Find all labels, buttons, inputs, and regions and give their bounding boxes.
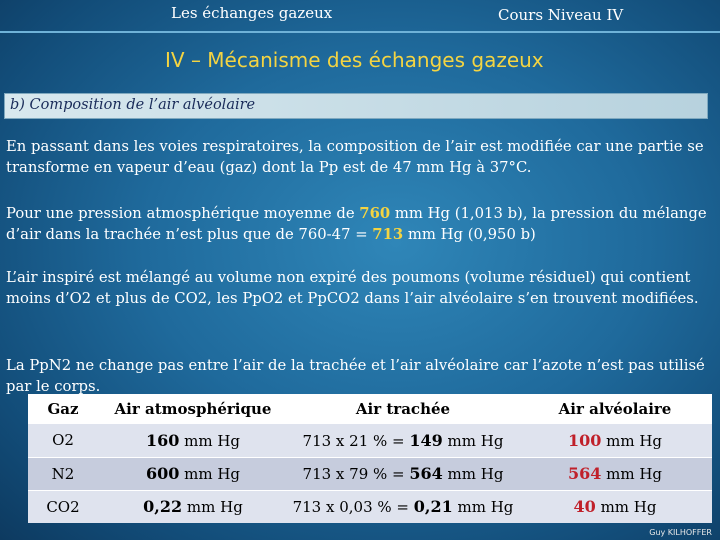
header-divider — [0, 31, 720, 33]
p2-value-713: 713 — [372, 225, 404, 243]
header-atmospheric: Air atmosphérique — [114, 400, 272, 418]
p2-text-e: mm Hg (0,950 b) — [403, 225, 536, 243]
gas-name: CO2 — [46, 497, 80, 516]
paragraph-trachea-pressure — [6, 204, 718, 245]
trachea-formula: 713 x 21 % = — [302, 431, 410, 450]
trachea-cell — [288, 457, 518, 490]
paragraph-residual-volume: L’air inspiré est mélangé au volume non expiré des poumons (volume résiduel) qui contient moins d’O2 et plus de CO2, les PpO2 et PpCO2 dans l’air alvéolaire s’en trouvent modifiées. — [6, 269, 699, 307]
atm-value: 160 — [145, 430, 180, 450]
subtitle-text: b) Composition de l’air alvéolaire — [10, 97, 256, 113]
trachea-unit: mm Hg — [442, 431, 504, 450]
slide-title: IV – Mécanisme des échanges gazeux — [165, 48, 544, 72]
alveolar-cell — [518, 457, 712, 490]
trachea-cell — [288, 424, 518, 457]
trachea-formula: 713 x 0,03 % = — [292, 498, 414, 517]
alveolar-unit: mm Hg — [601, 465, 663, 483]
alveolar-unit: mm Hg — [595, 498, 657, 517]
atm-cell — [98, 457, 288, 490]
alveolar-cell — [518, 490, 712, 523]
gas-name: O2 — [28, 424, 98, 457]
header-course-topic: Les échanges gazeux — [171, 4, 333, 22]
paragraph-nitrogen: La PpN2 ne change pas entre l’air de la trachée et l’air alvéolaire car l’azote n’est pas utilisé par le corps. — [6, 357, 705, 395]
alveolar-value: 564 — [567, 464, 602, 483]
atm-value: 600 — [145, 464, 180, 483]
atm-value: 0,22 — [143, 497, 183, 517]
table-row — [28, 490, 712, 523]
alveolar-value: 40 — [573, 497, 596, 517]
header-gas: Gaz — [47, 400, 79, 418]
p2-text-a: Pour une pression atmosphérique moyenne de — [6, 205, 360, 222]
p2-text-c: mm Hg (1,013 b), la pression du mélange d’air dans la trachée n’est plus que de 760-47 = — [6, 205, 707, 243]
table-row — [28, 424, 712, 457]
gas-composition-table — [28, 394, 712, 523]
trachea-unit: mm Hg — [452, 498, 514, 517]
gas-name: N2 — [28, 457, 98, 490]
alveolar-unit: mm Hg — [601, 431, 663, 450]
p2-value-760: 760 — [359, 205, 391, 222]
trachea-cell — [288, 490, 518, 523]
atm-unit: mm Hg — [179, 431, 241, 450]
trachea-value: 564 — [409, 464, 443, 483]
table-row — [28, 457, 712, 490]
alveolar-cell — [518, 424, 712, 457]
header-course-level: Cours Niveau IV — [498, 6, 624, 24]
author-credit: Guy KILHOFFER — [649, 528, 712, 537]
atm-unit: mm Hg — [179, 465, 241, 483]
trachea-unit: mm Hg — [442, 465, 504, 483]
trachea-value: 149 — [409, 430, 443, 450]
atm-unit: mm Hg — [182, 498, 243, 517]
table-header-row — [28, 394, 712, 424]
atm-cell — [98, 424, 288, 457]
alveolar-value: 100 — [567, 430, 602, 450]
trachea-value: 0,21 — [413, 497, 453, 517]
atm-cell — [98, 490, 288, 523]
header-trachea: Air trachée — [355, 400, 451, 418]
header-alveolar: Air alvéolaire — [558, 400, 672, 418]
trachea-formula: 713 x 79 % = — [302, 465, 410, 483]
paragraph-water-vapor: En passant dans les voies respiratoires, la composition de l’air est modifiée car une partie se transforme en vapeur d’eau (gaz) dont la Pp est de 47 mm Hg à 37°C. — [6, 138, 704, 176]
